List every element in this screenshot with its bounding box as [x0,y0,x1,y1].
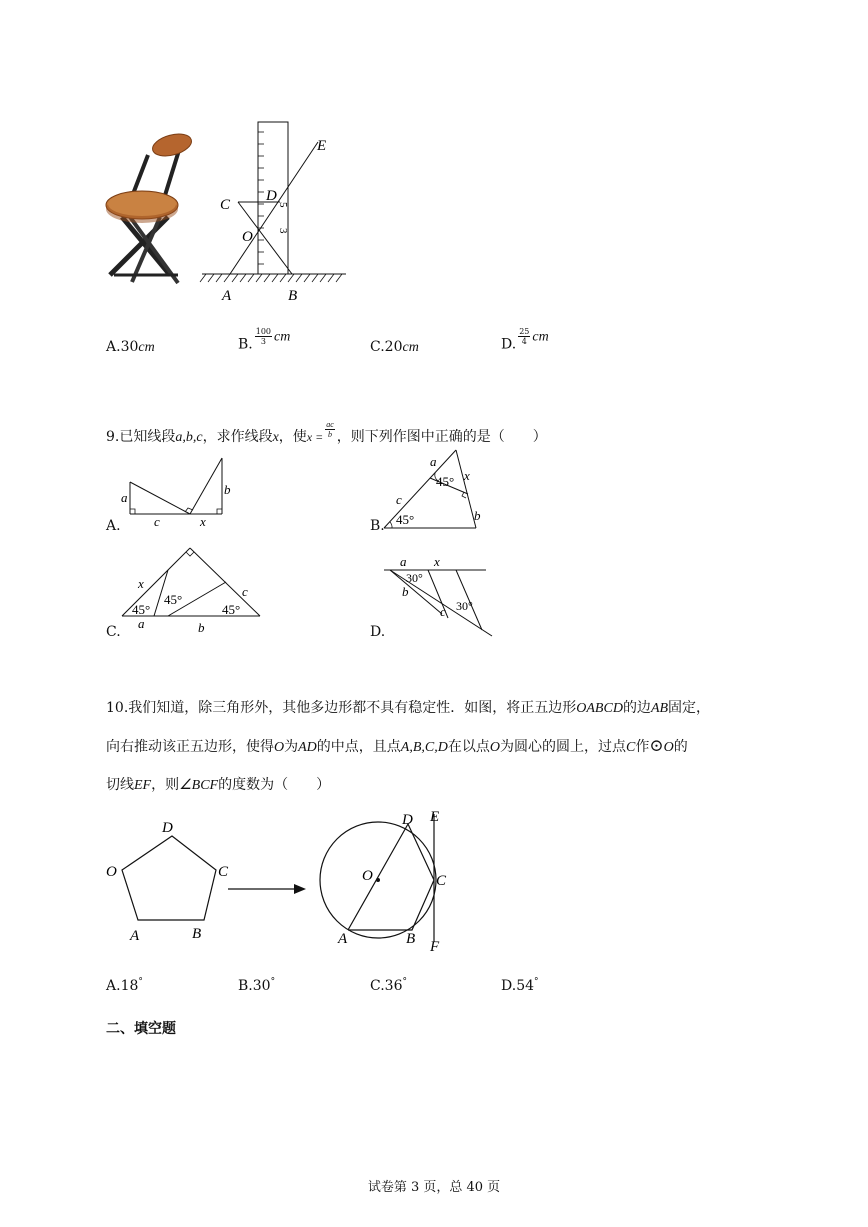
circ-label-C: C [436,873,447,889]
q9-figure-c [118,542,268,634]
q8-option-a[interactable]: A.30cm [106,339,155,355]
fig-d-angle2: 30° [456,599,473,613]
circ-label-O: O [362,868,373,884]
fig-c-angle1: 45° [132,602,151,617]
q9-figure-d [382,554,502,640]
circ-label-E: E [430,809,440,825]
fig-c-angle3: 45° [222,602,241,617]
q10-stem-line2: 向右推动该正五边形，使得O为AD的中点，且点A,B,C,D在以点O为圆心的圆上，过点C作⊙O的 [106,736,688,756]
label-D: D [266,188,277,204]
q9-option-d-label[interactable]: D. [370,624,386,640]
q8-option-c[interactable]: C.20cm [370,339,419,355]
fig-b-label-a: a [430,454,437,469]
label-E: E [317,138,327,154]
fig-c-label-c: c [242,584,248,599]
chair-image [100,125,200,287]
q9-figure-b [380,446,490,532]
fig-c-label-a: a [138,616,145,631]
q9-figure-a [118,452,231,532]
q9-option-c-label[interactable]: C. [106,624,121,640]
q9-option-a-label[interactable]: A. [106,518,121,534]
fig-d-label-x: x [434,554,440,569]
circ-label-B: B [406,931,416,947]
q10-option-d[interactable]: D.54° [501,977,539,994]
fig-a-label-b: b [224,482,231,497]
pent-label-A: A [130,928,140,944]
fig-a-label-x: x [200,514,206,529]
fig-a-label-a: a [121,490,128,505]
circ-label-D: D [402,812,413,828]
fig-b-label-b: b [474,508,481,523]
circ-label-A: A [338,931,348,947]
fig-d-angle1: 30° [406,571,423,585]
page-footer: 试卷第 3 页，总 40 页 [367,1180,501,1195]
label-C: C [220,197,231,213]
q8-option-d[interactable]: D. $\frac{25}{4}$ cm [501,327,549,353]
q10-stem-line3: 切线EF，则∠BCF的度数为（ ） [106,777,331,793]
q10-option-b[interactable]: B.30° [238,977,276,994]
q9-option-b-label[interactable]: B. [370,518,385,534]
q9-stem: 9.已知线段a,b,c，求作线段x，使x = $\frac{ac}{b}$ ，则下列作图中正确的是（ ） [106,420,547,445]
fig-b-label-x: x [464,468,470,483]
fig-d-label-c: c [440,604,446,619]
fig-c-label-b: b [198,620,205,635]
ruler-mark-3: 3 [277,228,289,234]
fig-b-angle2: 45° [396,512,415,527]
pent-label-O: O [106,864,117,880]
label-A: A [222,288,232,304]
fig-b-angle1: 45° [436,474,455,489]
q10-circle-figure [312,806,462,954]
circ-label-F: F [430,939,440,955]
pent-label-C: C [218,864,229,880]
ruler-mark-5: 5 [277,202,289,208]
fig-d-label-b: b [402,584,409,599]
q10-option-c[interactable]: C.36° [370,977,407,994]
fig-d-label-a: a [400,554,407,569]
fig-b-label-c: c [396,492,402,507]
q10-pentagon-figure [100,812,310,948]
pent-label-B: B [192,926,202,942]
label-B: B [288,288,298,304]
label-O: O [242,229,253,245]
q10-option-a[interactable]: A.18° [106,977,143,994]
fig-c-angle2: 45° [164,592,183,607]
fig-a-label-c: c [154,514,160,529]
fig-c-label-x: x [138,576,144,591]
ruler-figure [200,118,360,308]
q8-option-b[interactable]: B. $\frac{100}{3}$ cm [238,327,291,353]
q10-stem-line1: 10.我们知道，除三角形外，其他多边形都不具有稳定性．如图，将正五边形OABCD的边AB固定， [106,700,711,716]
pent-label-D: D [162,820,173,836]
section-title: 二、填空题 [106,1021,176,1037]
